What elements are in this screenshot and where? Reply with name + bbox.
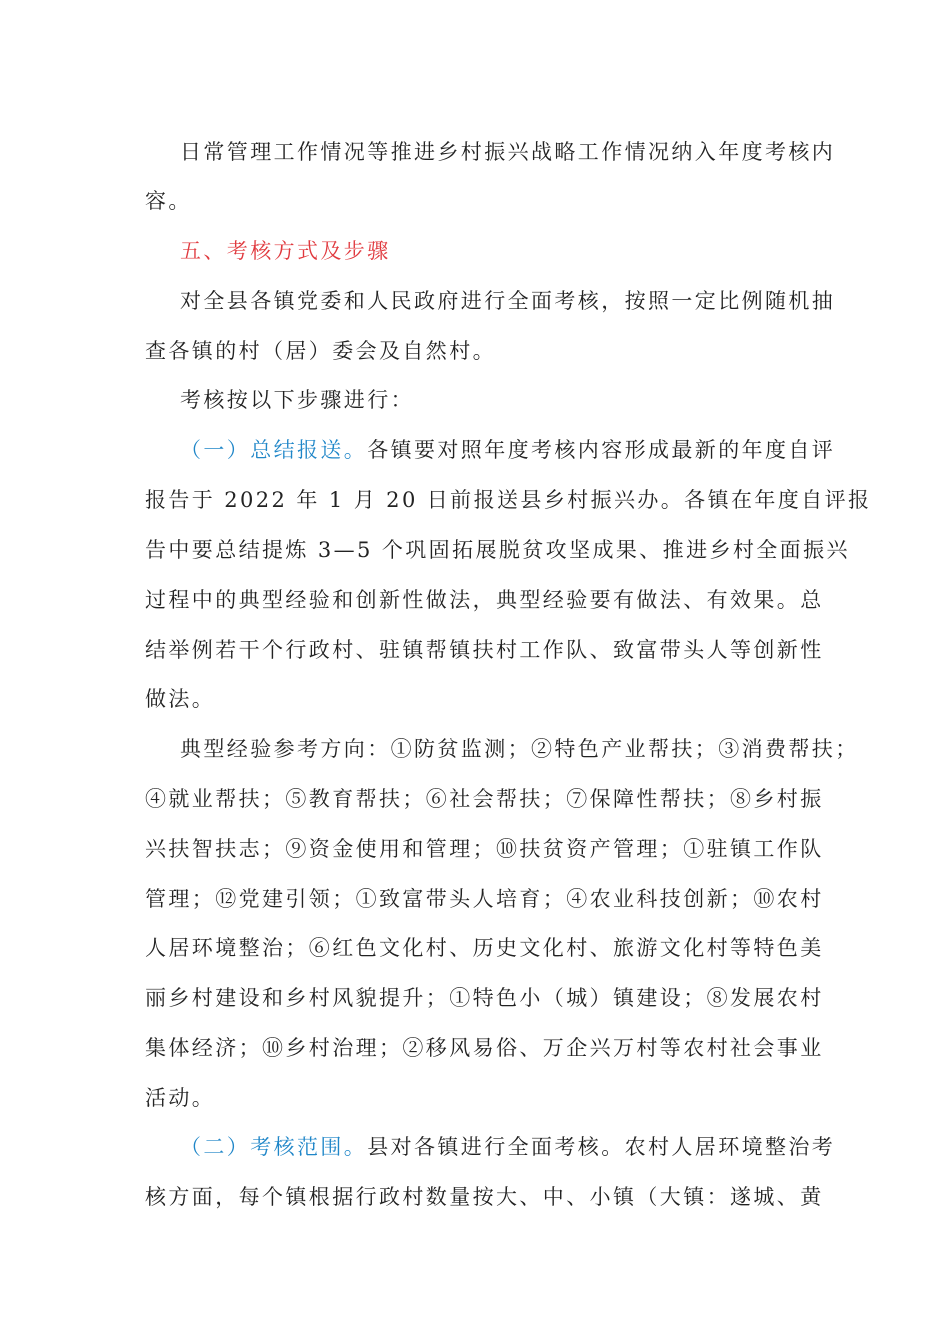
paragraph-text: 各镇要对照年度考核内容形成最新的年度自评 — [367, 438, 836, 462]
paragraph-line: 告中要总结提炼 3—5 个巩固拓展脱贫攻坚成果、推进乡村全面振兴 — [145, 538, 850, 562]
paragraph-line: 集体经济；⑩乡村治理；②移风易俗、万企兴万村等农村社会事业 — [145, 1036, 824, 1060]
paragraph-line: 对全县各镇党委和人民政府进行全面考核，按照一定比例随机抽 — [180, 289, 836, 313]
paragraph-line: 人居环境整治；⑥红色文化村、历史文化村、旅游文化村等特色美 — [145, 936, 824, 960]
paragraph-line: 活动。 — [145, 1086, 216, 1110]
paragraph-line: 容。 — [145, 189, 192, 213]
paragraph-line: 查各镇的村（居）委会及自然村。 — [145, 339, 496, 363]
paragraph-line: 兴扶智扶志；⑨资金使用和管理；⑩扶贫资产管理；①驻镇工作队 — [145, 837, 824, 861]
paragraph-line: 核方面，每个镇根据行政村数量按大、中、小镇（大镇：遂城、黄 — [145, 1185, 824, 1209]
section-heading: 五、考核方式及步骤 — [180, 239, 391, 263]
paragraph-line: 典型经验参考方向：①防贫监测；②特色产业帮扶；③消费帮扶； — [180, 737, 859, 761]
paragraph-line: 丽乡村建设和乡村风貌提升；①特色小（城）镇建设；⑧发展农村 — [145, 986, 824, 1010]
paragraph-text: 县对各镇进行全面考核。农村人居环境整治考 — [367, 1135, 836, 1159]
paragraph-line: 日常管理工作情况等推进乡村振兴战略工作情况纳入年度考核内 — [180, 140, 836, 164]
paragraph-line: 结举例若干个行政村、驻镇帮镇扶村工作队、致富带头人等创新性 — [145, 638, 824, 662]
paragraph-line: 考核按以下步骤进行： — [180, 388, 414, 412]
subsection-line — [180, 1127, 835, 1167]
subsection-title: （一）总结报送。 — [180, 438, 368, 462]
paragraph-line: 管理；⑫党建引领；①致富带头人培育；④农业科技创新；⑩农村 — [145, 887, 824, 911]
paragraph-line: 报告于 2022 年 1 月 20 日前报送县乡村振兴办。各镇在年度自评报 — [145, 488, 872, 512]
subsection-line — [180, 430, 835, 470]
paragraph-line: ④就业帮扶；⑤教育帮扶；⑥社会帮扶；⑦保障性帮扶；⑧乡村振 — [145, 787, 824, 811]
subsection-title: （二）考核范围。 — [180, 1135, 368, 1159]
paragraph-line: 过程中的典型经验和创新性做法，典型经验要有做法、有效果。总 — [145, 588, 824, 612]
paragraph-line: 做法。 — [145, 687, 216, 711]
